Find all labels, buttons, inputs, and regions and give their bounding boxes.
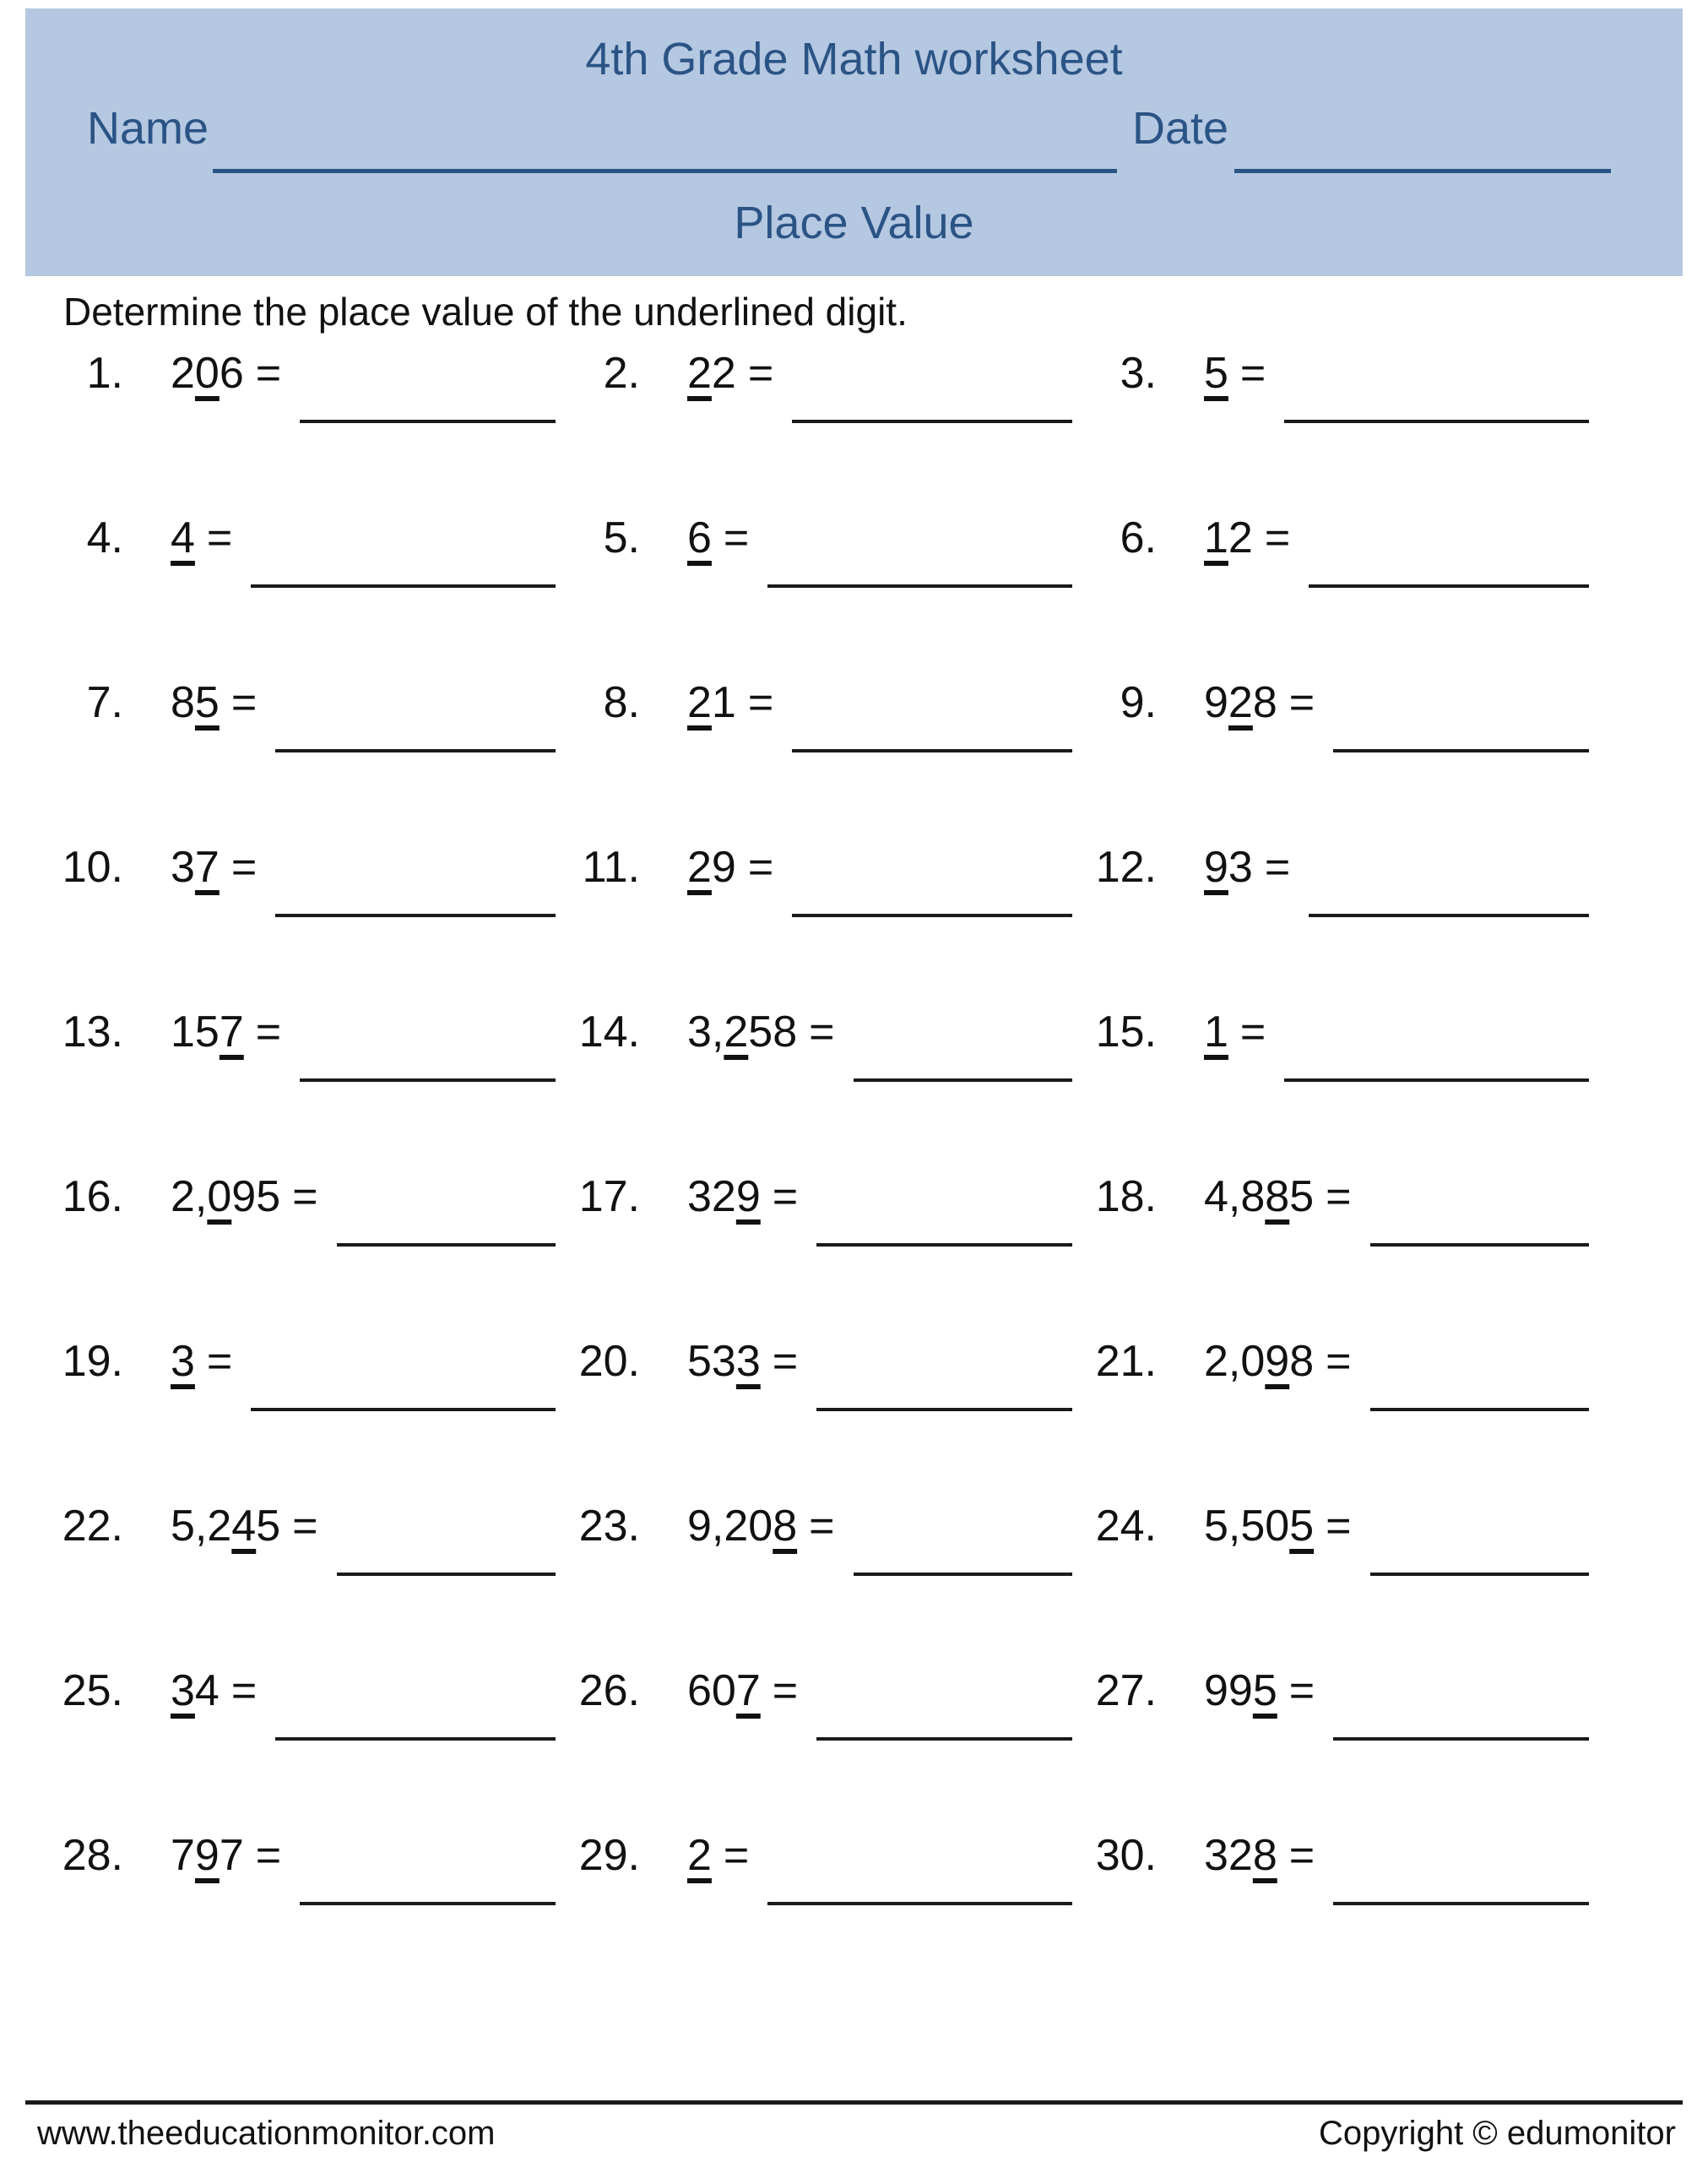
problem-expression <box>687 513 749 563</box>
digits-before: 5,50 <box>1204 1502 1290 1551</box>
footer-divider <box>25 2100 1683 2105</box>
equals-sign: = <box>1239 349 1266 398</box>
underlined-digit: 2 <box>724 1008 749 1057</box>
digits-before: 2, <box>171 1172 208 1221</box>
digits-after: 1 <box>711 678 736 727</box>
equals-sign: = <box>230 843 258 892</box>
equals-sign: = <box>1326 1502 1352 1551</box>
problem-number: 13. <box>62 1008 123 1057</box>
problem-expression <box>1204 1171 1352 1222</box>
problem-expression <box>687 1830 749 1881</box>
problem-number: 22. <box>62 1502 123 1551</box>
problem-expression <box>1204 1007 1266 1057</box>
digits-before: 9,20 <box>687 1502 773 1551</box>
problem-expression <box>687 348 773 399</box>
equals-sign: = <box>747 678 774 727</box>
digits-before: 2,0 <box>1204 1337 1266 1386</box>
equals-sign: = <box>747 843 774 892</box>
digits-after: 6 <box>219 349 244 398</box>
underlined-digit: 0 <box>194 349 220 398</box>
problem-expression <box>171 1501 318 1551</box>
problem-expression <box>171 513 232 563</box>
problem-number: 3. <box>1120 349 1157 398</box>
equals-sign: = <box>230 678 258 727</box>
digits-after: 5 <box>256 1502 281 1551</box>
underlined-digit: 1 <box>1204 1008 1228 1057</box>
equals-sign: = <box>723 513 750 562</box>
equals-sign: = <box>1264 843 1291 892</box>
problem-expression <box>687 1665 798 1716</box>
problem-number: 16. <box>62 1172 123 1221</box>
underlined-digit: 9 <box>1265 1337 1290 1386</box>
problem-item <box>1091 1163 1594 1328</box>
underlined-digit: 2 <box>687 843 712 892</box>
answer-blank-line[interactable] <box>251 1336 556 1411</box>
worksheet-subtitle: Place Value <box>734 198 974 248</box>
problem-item <box>574 1822 1077 1986</box>
footer-copyright: Copyright © edumonitor <box>1318 2115 1676 2152</box>
problem-expression <box>1204 677 1315 728</box>
problem-number: 30. <box>1095 1831 1157 1880</box>
answer-blank-line[interactable] <box>251 513 556 588</box>
problem-item <box>574 1328 1077 1492</box>
problem-number: 17. <box>578 1172 640 1221</box>
answer-blank-line[interactable] <box>275 1665 556 1741</box>
footer-website: www.theeducationmonitor.com <box>37 2115 496 2152</box>
answer-blank-line[interactable] <box>767 1830 1072 1905</box>
problem-number: 21. <box>1095 1337 1157 1386</box>
problem-number: 18. <box>1095 1172 1157 1221</box>
problem-item <box>1091 504 1594 669</box>
equals-sign: = <box>292 1502 318 1551</box>
answer-blank-line[interactable] <box>1333 677 1589 752</box>
equals-sign: = <box>1239 1008 1266 1057</box>
problem-number: 8. <box>603 678 640 727</box>
problem-item <box>57 1492 561 1657</box>
digits-before: 9 <box>1204 678 1228 727</box>
problem-item <box>1091 669 1594 834</box>
problem-number: 23. <box>578 1502 640 1551</box>
digits-after: 9 <box>711 843 736 892</box>
problem-item <box>1091 1657 1594 1822</box>
digits-before: 5,2 <box>171 1502 232 1551</box>
worksheet-title: 4th Grade Math worksheet <box>585 34 1123 84</box>
problem-expression <box>687 677 773 728</box>
problem-number: 29. <box>578 1831 640 1880</box>
underlined-digit: 9 <box>735 1172 761 1221</box>
underlined-digit: 7 <box>194 843 220 892</box>
equals-sign: = <box>772 1337 799 1386</box>
problem-item <box>1091 834 1594 998</box>
problem-expression <box>1204 348 1266 399</box>
problems-grid <box>57 340 1594 1986</box>
problem-number: 26. <box>578 1666 640 1715</box>
instructions-text: Determine the place value of the underlined digit. <box>63 290 908 334</box>
problem-number: 24. <box>1095 1502 1157 1551</box>
equals-sign: = <box>255 1008 282 1057</box>
underlined-digit: 2 <box>687 1831 712 1880</box>
underlined-digit: 8 <box>1252 1831 1277 1880</box>
answer-blank-line[interactable] <box>1333 1665 1589 1741</box>
problem-expression <box>171 1171 318 1222</box>
problem-number: 27. <box>1095 1666 1157 1715</box>
underlined-digit: 9 <box>194 1831 220 1880</box>
digits-after: 8 <box>1252 678 1277 727</box>
problem-number: 2. <box>603 349 640 398</box>
answer-blank-line[interactable] <box>1333 1830 1589 1905</box>
answer-blank-line[interactable] <box>275 677 556 752</box>
digits-before: 4,8 <box>1204 1172 1266 1221</box>
problem-expression <box>171 677 257 728</box>
underlined-digit: 7 <box>735 1666 761 1715</box>
digits-before: 3 <box>171 843 195 892</box>
problem-item <box>574 1657 1077 1822</box>
problem-expression <box>687 1171 798 1222</box>
problem-number: 10. <box>62 843 123 892</box>
problem-expression <box>1204 513 1290 563</box>
answer-blank-line[interactable] <box>1370 1501 1589 1576</box>
answer-blank-line[interactable] <box>275 842 556 917</box>
equals-sign: = <box>255 349 282 398</box>
underlined-digit: 5 <box>1204 349 1228 398</box>
digits-after: 3 <box>1228 843 1253 892</box>
equals-sign: = <box>772 1666 799 1715</box>
problem-expression <box>171 1007 281 1057</box>
answer-blank-line[interactable] <box>816 1171 1072 1247</box>
problem-expression <box>171 1336 232 1387</box>
digits-after: 58 <box>748 1008 798 1057</box>
problem-expression <box>171 1665 257 1716</box>
problem-item <box>57 669 561 834</box>
underlined-digit: 4 <box>171 513 195 562</box>
problem-item <box>574 340 1077 504</box>
underlined-digit: 6 <box>687 513 712 562</box>
equals-sign: = <box>809 1502 835 1551</box>
answer-blank-line[interactable] <box>300 1830 556 1905</box>
worksheet-header <box>25 8 1683 276</box>
problem-item <box>1091 340 1594 504</box>
problem-expression <box>1204 842 1290 893</box>
answer-blank-line[interactable] <box>854 1007 1072 1082</box>
digits-before: 7 <box>171 1831 195 1880</box>
problem-item <box>1091 1492 1594 1657</box>
equals-sign: = <box>747 349 774 398</box>
digits-before: 3, <box>687 1008 724 1057</box>
equals-sign: = <box>230 1666 258 1715</box>
digits-before: 2 <box>171 349 195 398</box>
problem-item <box>574 1492 1077 1657</box>
digits-after: 4 <box>194 1666 220 1715</box>
answer-blank-line[interactable] <box>1284 348 1589 423</box>
problem-item <box>57 834 561 998</box>
digits-before: 99 <box>1204 1666 1253 1715</box>
problem-item <box>57 504 561 669</box>
underlined-digit: 0 <box>207 1172 232 1221</box>
digits-after: 7 <box>219 1831 244 1880</box>
answer-blank-line[interactable] <box>337 1171 556 1247</box>
problem-expression <box>171 348 281 399</box>
problem-expression <box>171 1830 281 1881</box>
underlined-digit: 5 <box>1252 1666 1277 1715</box>
answer-blank-line[interactable] <box>792 348 1072 423</box>
underlined-digit: 9 <box>1204 843 1228 892</box>
answer-blank-line[interactable] <box>1370 1336 1589 1411</box>
answer-blank-line[interactable] <box>767 513 1072 588</box>
problem-item <box>574 1163 1077 1328</box>
problem-expression <box>1204 1336 1352 1387</box>
problem-expression <box>171 842 257 893</box>
answer-blank-line[interactable] <box>1309 513 1589 588</box>
equals-sign: = <box>809 1008 835 1057</box>
equals-sign: = <box>1288 1666 1315 1715</box>
answer-blank-line[interactable] <box>816 1665 1072 1741</box>
equals-sign: = <box>206 513 233 562</box>
problem-number: 20. <box>578 1337 640 1386</box>
underlined-digit: 7 <box>219 1008 244 1057</box>
problem-item <box>1091 1822 1594 1986</box>
problem-number: 11. <box>582 843 640 892</box>
equals-sign: = <box>723 1831 750 1880</box>
answer-blank-line[interactable] <box>1309 842 1589 917</box>
problem-item <box>57 1328 561 1492</box>
digits-before: 8 <box>171 678 195 727</box>
equals-sign: = <box>1288 1831 1315 1880</box>
digits-before: 32 <box>687 1172 736 1221</box>
underlined-digit: 3 <box>735 1337 761 1386</box>
problem-number: 1. <box>86 349 123 398</box>
underlined-digit: 2 <box>687 678 712 727</box>
problem-number: 25. <box>62 1666 123 1715</box>
answer-blank-line[interactable] <box>337 1501 556 1576</box>
name-blank-line[interactable] <box>213 169 1117 173</box>
problem-number: 9. <box>1120 678 1157 727</box>
problem-item <box>574 998 1077 1163</box>
digits-after: 5 <box>1289 1172 1315 1221</box>
date-label: Date <box>1132 103 1229 154</box>
answer-blank-line[interactable] <box>816 1336 1072 1411</box>
underlined-digit: 2 <box>687 349 712 398</box>
answer-blank-line[interactable] <box>1284 1007 1589 1082</box>
problem-item <box>57 1822 561 1986</box>
problem-expression <box>687 1501 835 1551</box>
equals-sign: = <box>206 1337 233 1386</box>
equals-sign: = <box>292 1172 318 1221</box>
problem-number: 5. <box>603 513 640 562</box>
problem-expression <box>1204 1501 1352 1551</box>
underlined-digit: 1 <box>1204 513 1228 562</box>
problem-item <box>1091 998 1594 1163</box>
problem-item <box>574 669 1077 834</box>
answer-blank-line[interactable] <box>300 348 556 423</box>
equals-sign: = <box>255 1831 282 1880</box>
problem-number: 4. <box>86 513 123 562</box>
digits-after: 2 <box>1228 513 1253 562</box>
problem-number: 12. <box>1095 843 1157 892</box>
digits-before: 53 <box>687 1337 736 1386</box>
answer-blank-line[interactable] <box>792 842 1072 917</box>
problem-number: 14. <box>578 1008 640 1057</box>
answer-blank-line[interactable] <box>792 677 1072 752</box>
problem-expression <box>1204 1665 1315 1716</box>
problem-item <box>57 1657 561 1822</box>
problem-expression <box>687 1336 798 1387</box>
problem-expression <box>687 842 773 893</box>
equals-sign: = <box>1326 1172 1352 1221</box>
date-blank-line[interactable] <box>1234 169 1611 173</box>
equals-sign: = <box>1326 1337 1352 1386</box>
name-label: Name <box>87 103 209 154</box>
underlined-digit: 8 <box>1265 1172 1290 1221</box>
problem-item <box>574 504 1077 669</box>
underlined-digit: 5 <box>194 678 220 727</box>
equals-sign: = <box>1264 513 1291 562</box>
equals-sign: = <box>772 1172 799 1221</box>
digits-before: 32 <box>1204 1831 1253 1880</box>
digits-before: 15 <box>171 1008 220 1057</box>
underlined-digit: 2 <box>1228 678 1253 727</box>
problem-item <box>574 834 1077 998</box>
digits-after: 95 <box>231 1172 281 1221</box>
underlined-digit: 4 <box>231 1502 257 1551</box>
problem-number: 6. <box>1120 513 1157 562</box>
underlined-digit: 5 <box>1289 1502 1315 1551</box>
problem-item <box>1091 1328 1594 1492</box>
digits-after: 8 <box>1289 1337 1315 1386</box>
underlined-digit: 3 <box>171 1666 195 1715</box>
equals-sign: = <box>1288 678 1315 727</box>
problem-number: 15. <box>1095 1008 1157 1057</box>
problem-item <box>57 998 561 1163</box>
problem-number: 19. <box>62 1337 123 1386</box>
underlined-digit: 3 <box>171 1337 195 1386</box>
answer-blank-line[interactable] <box>854 1501 1072 1576</box>
problem-expression <box>1204 1830 1315 1881</box>
problem-expression <box>687 1007 835 1057</box>
problem-item <box>57 1163 561 1328</box>
digits-before: 60 <box>687 1666 736 1715</box>
problem-number: 7. <box>86 678 123 727</box>
problem-number: 28. <box>62 1831 123 1880</box>
answer-blank-line[interactable] <box>300 1007 556 1082</box>
digits-after: 2 <box>711 349 736 398</box>
underlined-digit: 8 <box>773 1502 798 1551</box>
answer-blank-line[interactable] <box>1370 1171 1589 1247</box>
problem-item <box>57 340 561 504</box>
